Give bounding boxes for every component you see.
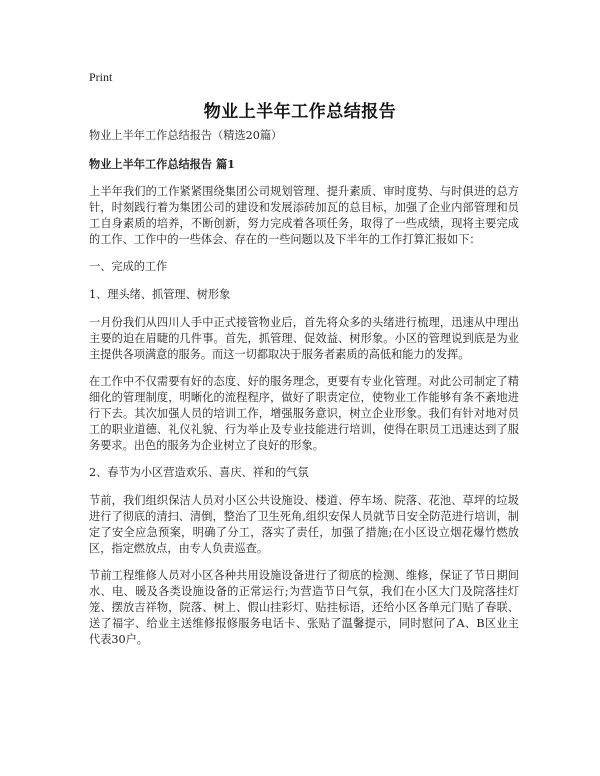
subheading: 2、春节为小区营造欢乐、喜庆、祥和的气氛 (89, 466, 309, 479)
subheading: 1、理头绪、抓管理、树形象 (89, 288, 231, 301)
document-body (89, 128, 519, 659)
paragraph: 节前，我们组织保洁人员对小区公共设施设、楼道、停车场、院落、花池、草坪的垃圾进行了彻底的清扫、清倒，整治了卫生死角,组织安保人员就节日安全防范进行培训，制定了安全应急预案，明确了分工，落实了责任，加强了措施;在小区设立烟花爆竹燃放区，指定燃放点，由专人负责巡查。 (89, 494, 519, 555)
paragraph-list (89, 184, 519, 648)
page-title: 物业上半年工作总结报告 (203, 102, 397, 122)
document-subtitle: 物业上半年工作总结报告（精选20篇） (89, 129, 283, 142)
subheading: 一、完成的工作 (89, 260, 168, 273)
paragraph: 一月份我们从四川人手中正式接管物业后，首先将众多的头绪进行梳理，迅速从中理出主要的迫在眉睫的几件事。首先，抓管理、促效益、树形象。小区的管理说到底是为业主提供各项满意的服务。而这一切都取决于服务者素质的高低和能力的发挥。 (89, 316, 519, 361)
section-title: 物业上半年工作总结报告 篇1 (89, 157, 235, 171)
paragraph: 上半年我们的工作紧紧围绕集团公司规划管理、提升素质、审时度势、与时俱进的总方针，时刻践行着为集团公司的建设和发展添砖加瓦的总目标，加强了企业内部管理和员工自身素质的培养，不断创新，努力完成着各项任务，取得了一些成绩，现将主要完成的工作、工作中的一些体会、存在的一些问题以及下半年的工作打算汇报如下： (89, 185, 519, 246)
paragraph: 在工作中不仅需要有好的态度、好的服务理念，更要有专业化管理。对此公司制定了精细化的管理制度，明晰化的流程程序，做好了职责定位，使物业工作能够有条不紊地进行下去。其次加强人员的培训工作，增强服务意识，树立企业形象。我们有针对地对员工的职业道德、礼仪礼貌、行为举止及专业技能进行培训，使得在职员工迅速达到了服务要求。出色的服务为企业树立了良好的形象。 (89, 375, 519, 452)
print-link[interactable]: Print (89, 70, 113, 84)
paragraph: 节前工程维修人员对小区各种共用设施设备进行了彻底的检测、维修，保证了节日期间水、电、暖及各类设施设备的正常运行;为营造节日气氛，我们在小区大门及院落挂灯笼、摆放吉祥物，院落、树上、假山挂彩灯、贴挂标语，还给小区各单元门贴了春联、送了福字、给业主送维修报修服务电话卡、张贴了温馨提示，同时慰问了A、B区业主代表30户。 (89, 569, 519, 646)
